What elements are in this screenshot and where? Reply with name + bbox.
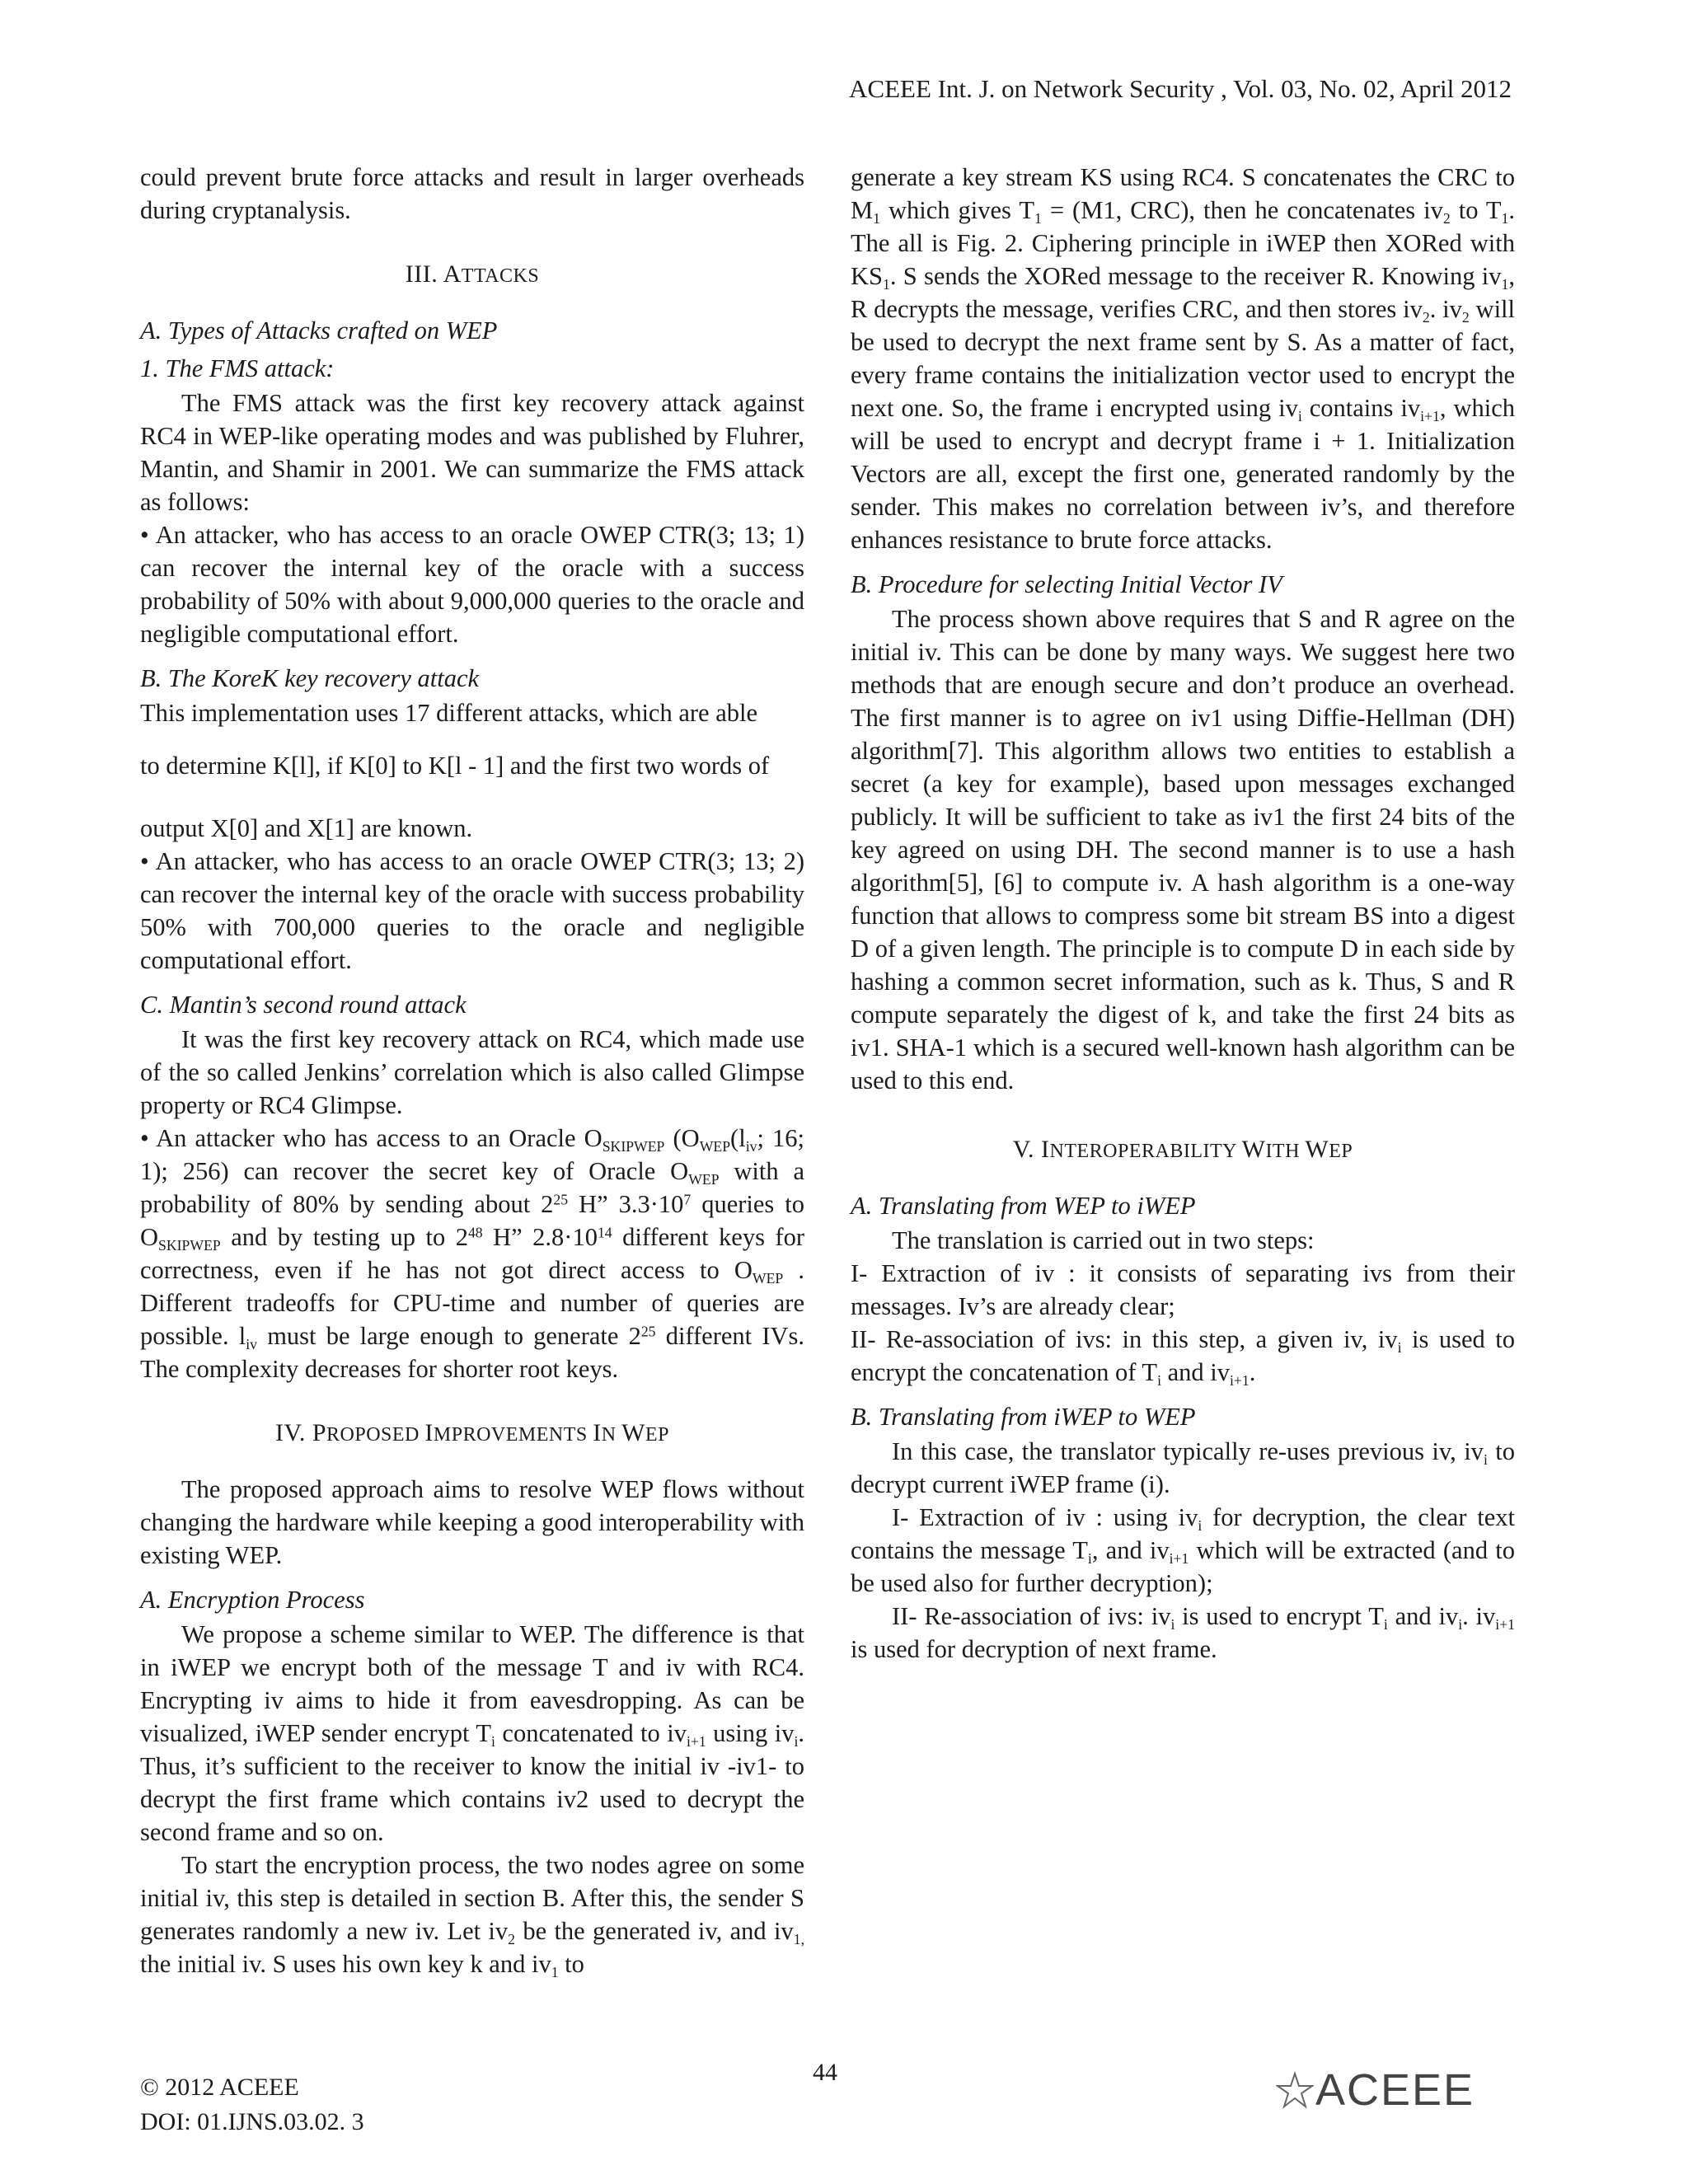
paragraph: To start the encryption process, the two nodes agree on some initial iv, this step is detailed in section B. After this, the sender S generates randomly a new iv. Let $iv_2$ be the generated iv, and $iv_{1,}$ the initial iv. S uses his own key k and $iv_1$ to [140, 1851, 804, 1981]
subsection-heading: 1. The FMS attack: [140, 354, 335, 382]
subsection-heading: A. Translating from WEP to iWEP [851, 1192, 1196, 1220]
paragraph: The FMS attack was the first key recovery attack against RC4 in WEP-like operating modes and was published by Fluhrer, Mantin, and Shamir in 2001. We can summarize the FMS attack as follows: [140, 389, 804, 516]
paragraph: The translation is carried out in two steps: [892, 1226, 1315, 1254]
section-heading-interoperability: V. INTEROPERABILITY WITH WEP [1012, 1136, 1353, 1163]
paragraph-line: output X[0] and X[1] are known. [140, 814, 473, 842]
star-logo-icon [1276, 2071, 1314, 2109]
subsection-heading: A. Encryption Process [140, 1586, 365, 1614]
left-column [140, 161, 804, 1980]
subsection-heading: B. Procedure for selecting Initial Vector IV [851, 570, 1282, 598]
subsection-heading: B. The KoreK key recovery attack [140, 664, 480, 692]
paragraph: generate a key stream KS using RC4. S concatenates the CRC to $M_1$ which gives $T_1 = (M1$, CRC), then he concatenates $iv_2$ to $T_1$. The all is Fig. 2. Ciphering principle in iWEP then XORed with $KS_1$. S sends the XORed message to the receiver R. Knowing $iv_1$, R decrypts the message, verifies CRC, and then stores $iv_2$. $iv_2$ will be used to decrypt the next frame sent by S. As a matter of fact, every frame contains the initialization vector used to encrypt the next one. So, the frame i encrypted using $iv_i$ contains $iv_{i+1}$, which will be used to encrypt and decrypt frame i + 1. Initialization Vectors are all, except the first one, generated randomly by the sender. This makes no correlation between iv’s, and therefore enhances resistance to brute force attacks. [851, 163, 1516, 554]
paragraph-line: This implementation uses 17 different attacks, which are able [140, 699, 757, 727]
section-heading-proposed-improvements: IV. PROPOSED IMPROVEMENTS IN WEP [275, 1419, 669, 1446]
paragraph: It was the first key recovery attack on RC4, which made use of the so called Jenkins’ correlation which is also called Glimpse property or RC4 Glimpse. [140, 1025, 804, 1119]
copyright-text: © 2012 ACEEE [140, 2074, 299, 2101]
paragraph: II- Re-association of ivs: in this step, a given iv, $iv_i$ is used to encrypt the concatenation of $T_i$ and $iv_{i+1}$. [851, 1325, 1515, 1390]
section-heading-attacks: III. ATTACKS [405, 260, 540, 288]
bullet-item: • An attacker, who has access to an oracle OWEP CTR(3; 13; 2) can recover the internal key of the oracle with success probability 50% with 700,000 queries to the oracle and negligible computational effort. [140, 847, 804, 974]
paragraph: In this case, the translator typically re-uses previous iv, $iv_i$ to decrypt current iWEP frame (i). [851, 1437, 1515, 1498]
subsection-heading: A. Types of Attacks crafted on WEP [140, 316, 498, 344]
subsection-heading: B. Translating from iWEP to WEP [851, 1403, 1196, 1431]
doi-text: DOI: 01.IJNS.03.02. 3 [140, 2108, 364, 2135]
paragraph: II- Re-association of ivs: $iv_i$ is used to encrypt $T_i$ and $iv_i$. $iv_{i+1}$ is used for decryption of next frame. [851, 1602, 1515, 1663]
bullet-item: • An attacker who has access to an Oracle $O_{SKIPWEP}$ ($O_{WEP}(l_{iv}$; 16; 1); 256) can recover the secret key of Oracle $O_{WEP}$ with a probability of 80% by sending about $2^{25}$ H” $3.3\cdot 10^7$ queries to $O_{SKIPWEP}$ and by testing up to $2^{48}$ H” $2.8\cdot 10^{14}$ different keys for correctness, even if he has not got direct access to $O_{WEP}$ . Different tradeoffs for CPU-time and number of queries are possible. $l_{iv}$ must be large enough to generate $2^{25}$ different IVs. The complexity decreases for shorter root keys. [140, 1124, 805, 1383]
paragraph-line: to determine K[l], if K[0] to K[l - 1] and the first two words of [140, 752, 770, 780]
paragraph: The proposed approach aims to resolve WEP flows without changing the hardware while keeping a good interoperability with existing WEP. [140, 1475, 804, 1569]
aceee-logo [1276, 2067, 1475, 2113]
right-column [851, 161, 1515, 1666]
paragraph: could prevent brute force attacks and result in larger overheads during cryptanalysis. [140, 163, 804, 224]
paragraph: We propose a scheme similar to WEP. The difference is that in iWEP we encrypt both of the message T and iv with RC4. Encrypting iv aims to hide it from eavesdropping. As can be visualized, iWEP sender encrypt $T_i$ concatenated to $iv_{i+1}$ using $iv_i$. Thus, it’s sufficient to the receiver to know the initial iv -iv1- to decrypt the first frame which contains iv2 used to decrypt the second frame and so on. [140, 1620, 805, 1846]
bullet-item: • An attacker, who has access to an oracle OWEP CTR(3; 13; 1) can recover the internal key of the oracle with a success probability of 50% with about 9,000,000 queries to the oracle and negligible computational effort. [140, 521, 804, 648]
paragraph: I- Extraction of iv : using $iv_i$ for decryption, the clear text contains the message $T_i$, and $iv_{i+1}$ which will be extracted (and to be used also for further decryption); [851, 1503, 1515, 1597]
logo-text: ACEEE [1315, 2065, 1475, 2115]
page-number: 44 [813, 2059, 837, 2086]
paragraph: I- Extraction of iv : it consists of separating ivs from their messages. Iv’s are already clear; [851, 1259, 1515, 1320]
subsection-heading: C. Mantin’s second round attack [140, 991, 467, 1019]
paragraph: The process shown above requires that S and R agree on the initial iv. This can be done by many ways. We suggest here two methods that are enough secure and don’t produce an overhead. The first manner is to agree on iv1 using Diffie-Hellman (DH) algorithm[7]. This algorithm allows two entities to establish a secret (a key for example), based upon messages exchanged publicly. It will be sufficient to take as iv1 the first 24 bits of the key agreed on using DH. The second manner is to use a hash algorithm[5], [6] to compute iv. A hash algorithm is a one-way function that allows to compress some bit stream BS into a digest D of a given length. The principle is to compute D in each side by hashing a common secret information, such as k. Thus, S and R compute separately the digest of k, and take the first 24 bits as iv1. SHA-1 which is a secured well-known hash algorithm can be used to this end. [851, 605, 1515, 1094]
journal-header: ACEEE Int. J. on Network Security , Vol. 03, No. 02, April 2012 [849, 74, 1512, 103]
footer-info [140, 2070, 364, 2139]
